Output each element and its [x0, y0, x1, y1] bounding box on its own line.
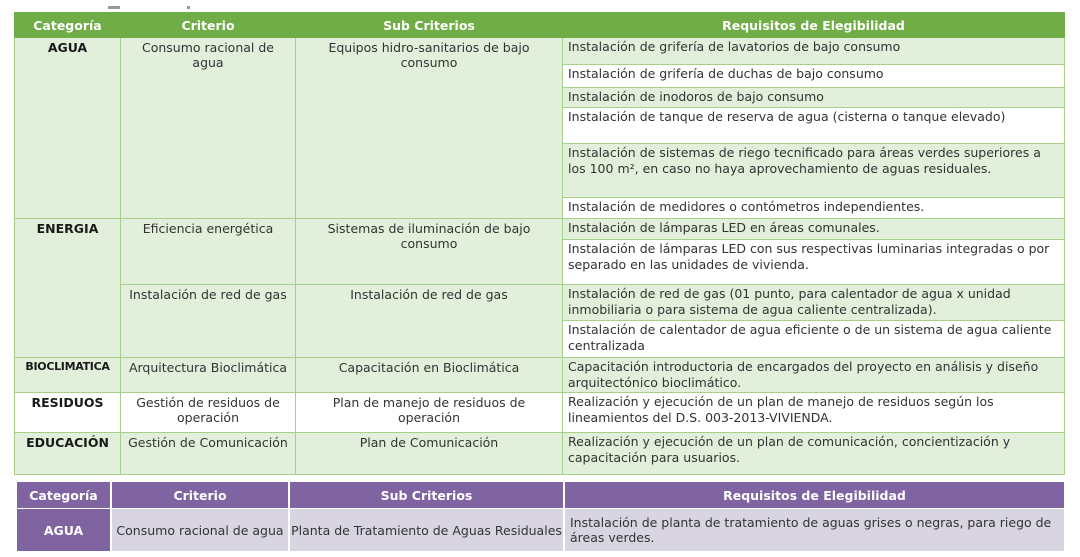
table-row	[17, 509, 1064, 551]
sub-criterio-cell: Sistemas de iluminación de bajo consumo	[296, 219, 563, 285]
table-row	[15, 219, 1065, 240]
category-residuos: RESIDUOS	[15, 393, 121, 433]
header-sub-criterios: Sub Criterios	[296, 13, 563, 38]
requisito-cell: Instalación de medidores o contómetros independientes.	[563, 198, 1065, 219]
cropped-text-artifact	[187, 6, 190, 9]
requisito-cell: Instalación de grifería de lavatorios de bajo consumo	[563, 38, 1065, 65]
requisito-cell: Instalación de calentador de agua eficiente o de un sistema de agua caliente centralizada	[563, 321, 1065, 358]
criterio-cell: Consumo racional de agua	[121, 38, 296, 219]
criterio-cell: Gestión de Comunicación	[121, 433, 296, 475]
requisito-cell: Instalación de sistemas de riego tecnificado para áreas verdes superiores a los 100 m², en caso no haya aprovechamiento de aguas residuales.	[563, 144, 1065, 198]
header-categoria: Categoría	[15, 13, 121, 38]
sub-criterio-cell: Capacitación en Bioclimática	[296, 358, 563, 393]
requisito-cell: Instalación de lámparas LED con sus respectivas luminarias integradas o por separado en las unidades de vivienda.	[563, 240, 1065, 285]
header-sub-criterios: Sub Criterios	[290, 482, 563, 508]
header-requisitos: Requisitos de Elegibilidad	[563, 13, 1065, 38]
requisito-cell: Instalación de tanque de reserva de agua (cisterna o tanque elevado)	[563, 108, 1065, 144]
category-bioclimatica: BIOCLIMATICA	[15, 358, 121, 393]
requisito-cell: Instalación de planta de tratamiento de aguas grises o negras, para riego de áreas verdes.	[565, 509, 1064, 551]
sub-criterio-cell: Plan de manejo de residuos de operación	[296, 393, 563, 433]
requisito-cell: Realización y ejecución de un plan de manejo de residuos según los lineamientos del D.S. 003-2013-VIVIENDA.	[563, 393, 1065, 433]
requisito-cell: Instalación de lámparas LED en áreas comunales.	[563, 219, 1065, 240]
category-energia: ENERGIA	[15, 219, 121, 358]
header-criterio: Criterio	[112, 482, 288, 508]
criterio-cell: Arquitectura Bioclimática	[121, 358, 296, 393]
sub-criterio-cell: Instalación de red de gas	[296, 285, 563, 358]
table-row	[15, 38, 1065, 65]
criterio-cell: Instalación de red de gas	[121, 285, 296, 358]
table-row	[15, 393, 1065, 433]
requisito-cell: Instalación de grifería de duchas de bajo consumo	[563, 65, 1065, 88]
green-eligibility-table	[14, 12, 1065, 475]
header-criterio: Criterio	[121, 13, 296, 38]
cropped-text-artifact	[108, 6, 120, 9]
requisito-cell: Realización y ejecución de un plan de comunicación, concientización y capacitación para usuarios.	[563, 433, 1065, 475]
sub-criterio-cell: Equipos hidro-sanitarios de bajo consumo	[296, 38, 563, 219]
sub-criterio-cell: Planta de Tratamiento de Aguas Residuales	[290, 509, 563, 551]
sub-criterio-cell: Plan de Comunicación	[296, 433, 563, 475]
purple-header-row	[17, 482, 1064, 508]
requisito-cell: Instalación de inodoros de bajo consumo	[563, 88, 1065, 108]
criterio-cell: Gestión de residuos de operación	[121, 393, 296, 433]
table-row	[15, 433, 1065, 475]
table-row	[15, 285, 1065, 321]
header-requisitos: Requisitos de Elegibilidad	[565, 482, 1064, 508]
header-categoria: Categoría	[17, 482, 110, 508]
purple-eligibility-table	[15, 481, 1066, 552]
category-agua: AGUA	[17, 509, 110, 551]
criterio-cell: Consumo racional de agua	[112, 509, 288, 551]
criterio-cell: Eficiencia energética	[121, 219, 296, 285]
table-row	[15, 358, 1065, 393]
green-header-row	[15, 13, 1065, 38]
requisito-cell: Capacitación introductoria de encargados del proyecto en análisis y diseño arquitectónico bioclimático.	[563, 358, 1065, 393]
requisito-cell: Instalación de red de gas (01 punto, para calentador de agua x unidad inmobiliaria o para sistema de agua caliente centralizada).	[563, 285, 1065, 321]
category-educacion: EDUCACIÓN	[15, 433, 121, 475]
category-agua: AGUA	[15, 38, 121, 219]
